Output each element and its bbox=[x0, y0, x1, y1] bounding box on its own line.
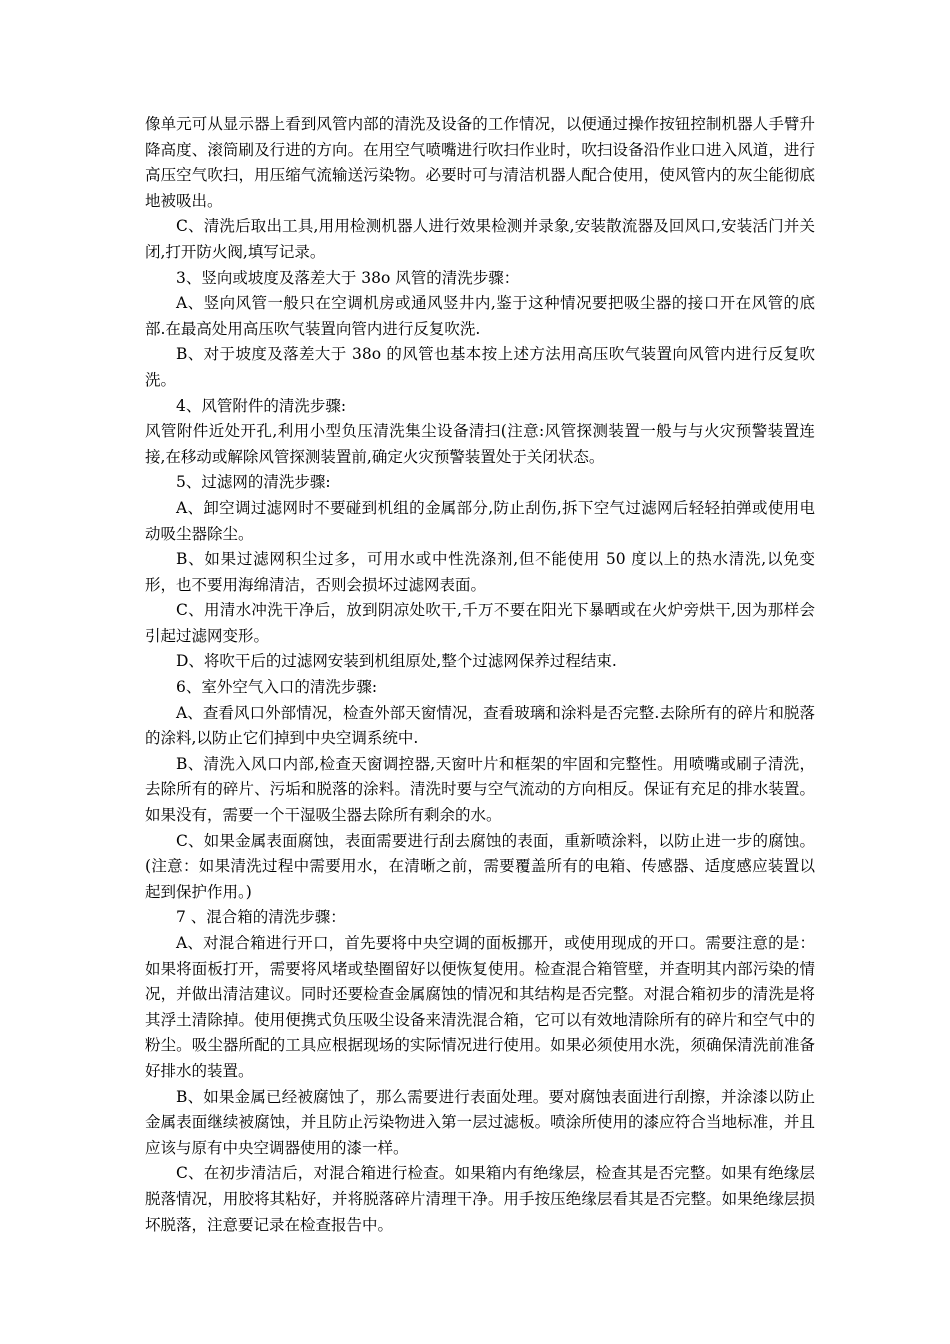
section-heading-6: 6、室外空气入口的清洗步骤: bbox=[176, 678, 378, 697]
paragraph-16: C、如果金属表面腐蚀，表面需要进行刮去腐蚀的表面，重新喷涂料，以防止进一步的腐蚀。(注意：如果清洗过程中需要用水，在清晰之前，需要覆盖所有的电箱、传感器、适度感应装置以起到保护作用。) bbox=[145, 831, 815, 901]
paragraph-19: B、如果金属已经被腐蚀了，那么需要进行表面处理。要对腐蚀表面进行刮擦，并涂漆以防止金属表面继续被腐蚀，并且防止污染物进入第一层过滤板。喷涂所使用的漆应符合当地标准，并且应该与原有中央空调器使用的漆一样。 bbox=[145, 1087, 815, 1157]
paragraph-20: C、在初步清洁后，对混合箱进行检查。如果箱内有绝缘层，检查其是否完整。如果有绝缘层脱落情况，用胶将其粘好，并将脱落碎片清理干净。用手按压绝缘层看其是否完整。如果绝缘层损坏脱落，注意要记录在检查报告中。 bbox=[145, 1164, 815, 1234]
paragraph-7: 风管附件近处开孔,利用小型负压清洗集尘设备清扫(注意:风管探测装置一般与与火灾预警装置连接,在移动或解除风管探测装置前,确定火灾预警装置处于关闭状态。 bbox=[145, 422, 815, 466]
paragraph-5: B、对于坡度及落差大于 38o 的风管也基本按上述方法用高压吹气装置向风管内进行反复吹洗。 bbox=[145, 345, 815, 389]
paragraph-12: D、将吹干后的过滤网安装到机组原处,整个过滤网保养过程结束. bbox=[176, 652, 617, 671]
paragraph-1: 像单元可从显示器上看到风管内部的清洗及设备的工作情况，以便通过操作按钮控制机器人手臂升降高度、滚筒刷及行进的方向。在用空气喷嘴进行吹扫作业时，吹扫设备沿作业口进入风道，进行高压空气吹扫，用压缩气流输送污染物。必要时可与清洁机器人配合使用，使风管内的灰尘能彻底地被吸出。 bbox=[145, 115, 815, 210]
section-heading-4: 4、风管附件的清洗步骤: bbox=[176, 396, 347, 415]
paragraph-18: A、对混合箱进行开口，首先要将中央空调的面板挪开，或使用现成的开口。需要注意的是：如果将面板打开，需要将风堵或垫圈留好以便恢复使用。检查混合箱管壁，并查明其内部污染的情况，并做出清洁建议。同时还要检查金属腐蚀的情况和其结构是否完整。对混合箱初步的清洗是将其浮土清除掉。使用便携式负压吸尘设备来清洗混合箱，它可以有效地清除所有的碎片和空气中的粉尘。吸尘器所配的工具应根据现场的实际情况进行使用。如果必须使用水洗，须确保清洗前准备好排水的装置。 bbox=[145, 934, 815, 1080]
paragraph-11: C、用清水冲洗干净后，放到阴凉处吹干,千万不要在阳光下暴晒或在火炉旁烘干,因为那样会引起过滤网变形。 bbox=[145, 601, 815, 645]
paragraph-2: C、清洗后取出工具,用用检测机器人进行效果检测并录象,安装散流器及回风口,安装活门并关闭,打开防火阀,填写记录。 bbox=[145, 217, 815, 261]
paragraph-14: A、查看风口外部情况，检查外部天窗情况，查看玻璃和涂料是否完整.去除所有的碎片和脱落的涂料,以防止它们掉到中央空调系统中. bbox=[145, 703, 815, 748]
section-heading-3: 3、竖向或坡度及落差大于 38o 风管的清洗步骤： bbox=[176, 268, 520, 287]
section-heading-5: 5、过滤网的清洗步骤: bbox=[176, 473, 331, 492]
paragraph-15: B、清洗入风口内部,检查天窗调控器,天窗叶片和框架的牢固和完整性。用喷嘴或刷子清洗，去除所有的碎片、污垢和脱落的涂料。清洗时要与空气流动的方向相反。保证有充足的排水装置。如果没有，需要一个干湿吸尘器去除所有剩余的水。 bbox=[145, 754, 815, 825]
paragraph-10: B、如果过滤网积尘过多，可用水或中性洗涤剂,但不能使用 50 度以上的热水清洗,以免变形，也不要用海绵清洁，否则会损坏过滤网表面。 bbox=[145, 550, 815, 594]
section-heading-7: 7 、混合箱的清洗步骤： bbox=[176, 908, 346, 927]
paragraph-4: A、竖向风管一般只在空调机房或通风竖井内,鉴于这种情况要把吸尘器的接口开在风管的底部.在最高处用高压吹气装置向管内进行反复吹洗. bbox=[145, 294, 815, 338]
paragraph-9: A、卸空调过滤网时不要碰到机组的金属部分,防止刮伤,拆下空气过滤网后轻轻拍弹或使用电动吸尘器除尘。 bbox=[145, 498, 815, 543]
document-body bbox=[145, 112, 815, 1238]
